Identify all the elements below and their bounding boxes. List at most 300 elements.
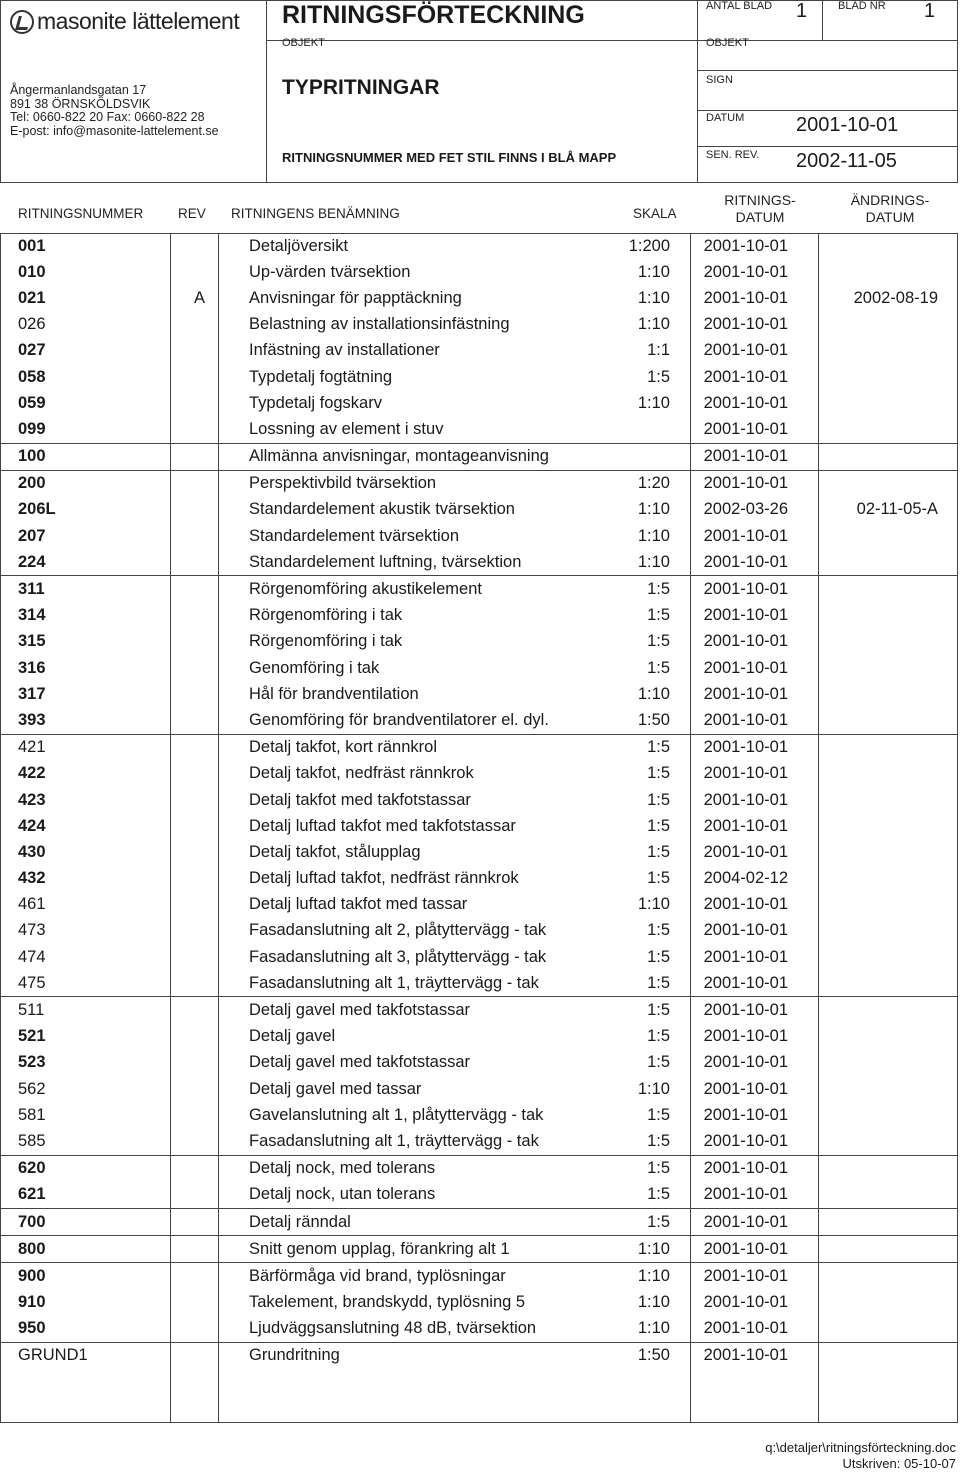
revision	[188, 576, 242, 603]
change-date: 02-11-05-A	[856, 500, 938, 519]
drawing-date: 2001-10-01	[703, 658, 788, 677]
change-date	[798, 629, 958, 655]
drawing-name: Grundritning	[242, 1342, 602, 1369]
scale: 1:5	[647, 1053, 670, 1072]
drawing-name: Detalj luftad takfot, nedfräst rännkrok	[249, 869, 519, 888]
drawing-date: 2001-10-01	[703, 526, 788, 545]
scale: 1:20	[602, 470, 674, 497]
drawing-number: 422	[18, 764, 46, 783]
drawing-number: 423	[18, 790, 46, 809]
revision	[188, 1208, 242, 1235]
scale: 1:10	[637, 393, 670, 412]
change-date	[798, 681, 958, 707]
revision	[188, 734, 242, 761]
change-date	[798, 523, 958, 549]
drawing-name: Genomföring för brandventilatorer el. dyl.	[249, 710, 549, 729]
change-date	[798, 970, 958, 997]
drawing-number: 027	[18, 341, 46, 360]
drawing-number: 315	[18, 632, 46, 651]
revision	[188, 707, 242, 734]
change-date	[798, 866, 958, 892]
drawing-number: 950	[18, 1319, 46, 1338]
table-row	[0, 523, 958, 549]
drawing-date: 2001-10-01	[703, 816, 788, 835]
drawing-number: 511	[0, 997, 188, 1024]
scale: 1:10	[637, 1079, 670, 1098]
scale: 1:5	[647, 367, 670, 386]
table-row	[0, 338, 958, 364]
scale: 1:50	[602, 1342, 674, 1369]
drawing-name: Standardelement luftning, tvärsektion	[249, 552, 522, 571]
drawing-name: Lossning av element i stuv	[249, 419, 444, 438]
footer	[765, 1440, 956, 1472]
table-row	[0, 997, 958, 1024]
revision	[188, 1102, 242, 1128]
drawing-date: 2001-10-01	[703, 947, 788, 966]
footer-printed: Utskriven: 05-10-07	[842, 1456, 956, 1471]
table-row	[0, 312, 958, 338]
change-date	[798, 1342, 958, 1369]
drawing-name: Rörgenomföring akustikelement	[242, 576, 602, 603]
drawing-name: Detalj nock, utan tolerans	[249, 1185, 436, 1204]
change-date	[798, 259, 958, 285]
drawing-date: 2001-10-01	[703, 973, 788, 992]
drawing-name: Detalj takfot, stålupplag	[249, 842, 421, 861]
drawing-date: 2001-10-01	[703, 552, 788, 571]
table-row	[0, 285, 958, 311]
drawing-name: Detalj takfot, nedfräst rännkrok	[249, 764, 474, 783]
table-row	[0, 1024, 958, 1050]
scale: 1:10	[637, 288, 670, 307]
col-header-change-line2: DATUM	[865, 209, 915, 225]
table-row	[0, 390, 958, 416]
scale: 1:10	[602, 1236, 674, 1263]
drawing-number: 475	[18, 973, 46, 992]
table-row	[0, 866, 958, 892]
scale: 1:10	[637, 315, 670, 334]
drawing-name: Up-värden tvärsektion	[249, 262, 411, 281]
scale: 1:5	[647, 869, 670, 888]
drawing-name: Detalj nock, med tolerans	[242, 1155, 602, 1182]
revision	[188, 549, 242, 576]
logo-text: masonite lättelement	[37, 8, 240, 34]
table-row	[0, 655, 958, 681]
drawing-number: 393	[18, 710, 46, 729]
scale: 1:10	[637, 262, 670, 281]
scale: 1:5	[647, 764, 670, 783]
drawing-name: Rörgenomföring i tak	[249, 606, 403, 625]
drawing-date: 2001-10-01	[703, 419, 788, 438]
drawing-date: 2001-10-01	[703, 921, 788, 940]
drawing-number: 523	[18, 1053, 46, 1072]
change-date	[798, 1263, 958, 1290]
scale: 1:10	[637, 1293, 670, 1312]
drawing-date: 2001-10-01	[703, 1293, 788, 1312]
sen-rev-value: 2002-11-05	[796, 150, 897, 172]
header-divider	[266, 0, 267, 183]
drawing-name: Fasadanslutning alt 3, plåtyttervägg - tak	[249, 947, 547, 966]
document-title: RITNINGSFÖRTECKNING	[282, 1, 585, 29]
revision	[188, 364, 242, 390]
header-divider	[697, 146, 958, 147]
scale: 1:5	[602, 1208, 674, 1235]
header-divider	[697, 70, 958, 71]
col-header-change-line1: ÄNDRINGS-	[850, 192, 930, 208]
drawing-name: Belastning av installationsinfästning	[249, 315, 510, 334]
revision	[188, 1236, 242, 1263]
drawing-name: Detalj luftad takfot med takfotstassar	[249, 816, 516, 835]
table-row	[0, 839, 958, 865]
drawing-date: 2001-10-01	[674, 1236, 798, 1263]
change-date	[798, 364, 958, 390]
drawing-number: 910	[18, 1293, 46, 1312]
change-date	[798, 707, 958, 734]
change-date	[798, 470, 958, 497]
drawing-date: 2001-10-01	[674, 997, 798, 1024]
drawing-name: Fasadanslutning alt 1, träyttervägg - tak	[249, 1131, 539, 1150]
datum-value: 2001-10-01	[796, 114, 899, 136]
drawing-name: Detalj gavel med tassar	[249, 1079, 422, 1098]
revision	[188, 944, 242, 970]
scale: 1:5	[602, 1155, 674, 1182]
drawing-name: Anvisningar för papptäckning	[249, 288, 462, 307]
table-row	[0, 1076, 958, 1102]
change-date	[798, 1024, 958, 1050]
blad-nr-value: 1	[924, 0, 936, 22]
drawing-date: 2001-10-01	[703, 341, 788, 360]
scale: 1:10	[637, 895, 670, 914]
scale: 1:5	[647, 606, 670, 625]
change-date	[798, 918, 958, 944]
objekt-label: OBJEKT	[282, 37, 325, 49]
revision	[188, 338, 242, 364]
revision	[188, 813, 242, 839]
table-row	[0, 1316, 958, 1343]
antal-blad-label: ANTAL BLAD	[706, 0, 773, 12]
revision	[188, 497, 242, 523]
drawing-date: 2001-10-01	[703, 1079, 788, 1098]
drawing-number: 430	[18, 842, 46, 861]
table-row	[0, 1050, 958, 1076]
address-line: 891 38 ÖRNSKÖLDSVIK	[10, 96, 151, 111]
drawing-name: Genomföring i tak	[249, 658, 380, 677]
drawing-number: 021	[18, 288, 46, 307]
table-row	[0, 259, 958, 285]
drawing-name: Fasadanslutning alt 2, plåtyttervägg - tak	[249, 921, 547, 940]
drawing-date: 2001-10-01	[674, 1263, 798, 1290]
change-date	[798, 1316, 958, 1343]
change-date	[798, 443, 958, 470]
drawing-name: Typdetalj fogtätning	[249, 367, 393, 386]
objekt2-label: OBJEKT	[706, 37, 749, 49]
drawing-name: Detaljöversikt	[249, 236, 349, 255]
drawing-date: 2001-10-01	[703, 606, 788, 625]
drawing-number: GRUND1	[0, 1342, 188, 1369]
drawing-number: 207	[18, 526, 46, 545]
scale: 1:5	[602, 734, 674, 761]
drawing-number: 432	[18, 869, 46, 888]
table-row	[0, 497, 958, 523]
drawing-name: Standardelement akustik tvärsektion	[249, 500, 515, 519]
header-divider	[266, 40, 958, 41]
drawing-date: 2002-03-26	[703, 500, 788, 519]
objekt-value: TYPRITNINGAR	[282, 76, 440, 99]
change-date	[798, 1102, 958, 1128]
drawing-number: 900	[0, 1263, 188, 1290]
drawing-date: 2004-02-12	[703, 869, 788, 888]
drawing-number: 473	[18, 921, 46, 940]
change-date	[798, 1050, 958, 1076]
table-row	[0, 918, 958, 944]
table-row	[0, 629, 958, 655]
revision	[188, 997, 242, 1024]
change-date	[798, 233, 958, 259]
table-row	[0, 681, 958, 707]
revision	[188, 655, 242, 681]
table-row	[0, 813, 958, 839]
table-row	[0, 1102, 958, 1128]
revision	[188, 681, 242, 707]
table-row	[0, 1290, 958, 1316]
header-divider	[697, 0, 698, 183]
drawing-date: 2001-10-01	[703, 764, 788, 783]
drawing-number: 421	[0, 734, 188, 761]
col-header-name: RITNINGENS BENÄMNING	[231, 206, 400, 221]
scale: 1:10	[637, 552, 670, 571]
scale: 1:5	[602, 997, 674, 1024]
drawing-name: Typdetalj fogskarv	[249, 393, 382, 412]
scale: 1:5	[647, 973, 670, 992]
drawing-date: 2001-10-01	[703, 842, 788, 861]
table-row	[0, 761, 958, 787]
address-line: E-post: info@masonite-lattelement.se	[10, 123, 219, 138]
table-row	[0, 1263, 958, 1290]
revision: A	[194, 288, 206, 307]
table-row	[0, 1342, 958, 1369]
drawing-name: Takelement, brandskydd, typlösning 5	[249, 1293, 526, 1312]
drawing-date: 2001-10-01	[703, 895, 788, 914]
change-date	[798, 997, 958, 1024]
drawing-date: 2001-10-01	[703, 315, 788, 334]
scale: 1:5	[647, 947, 670, 966]
table-row	[0, 576, 958, 603]
drawing-number: 058	[18, 367, 46, 386]
drawing-date: 2001-10-01	[674, 1342, 798, 1369]
drawing-date: 2001-10-01	[703, 288, 788, 307]
drawing-date: 2001-10-01	[703, 1053, 788, 1072]
drawing-number: 700	[0, 1208, 188, 1235]
revision	[188, 523, 242, 549]
revision	[188, 1290, 242, 1316]
drawing-number: 521	[18, 1027, 46, 1046]
change-date	[798, 761, 958, 787]
header-divider	[697, 110, 958, 111]
change-date	[798, 734, 958, 761]
revision	[188, 1182, 242, 1209]
drawing-name: Standardelement tvärsektion	[249, 526, 460, 545]
address-line: Ångermanlandsgatan 17	[10, 83, 147, 97]
change-date	[798, 1208, 958, 1235]
change-date	[798, 338, 958, 364]
table-row	[0, 1128, 958, 1155]
sen-rev-label: SEN. REV.	[706, 149, 760, 161]
table-row	[0, 892, 958, 918]
table-row	[0, 970, 958, 997]
drawing-name: Detalj ränndal	[242, 1208, 602, 1235]
drawing-date: 2001-10-01	[703, 684, 788, 703]
drawing-number: 621	[18, 1185, 46, 1204]
drawing-date: 2001-10-01	[674, 1155, 798, 1182]
drawing-date: 2001-10-01	[703, 632, 788, 651]
drawing-date: 2001-10-01	[674, 443, 798, 470]
drawing-name: Perspektivbild tvärsektion	[242, 470, 602, 497]
revision	[188, 787, 242, 813]
change-date	[798, 312, 958, 338]
drawing-date: 2001-10-01	[703, 1319, 788, 1338]
drawing-number: 001	[18, 236, 46, 255]
scale: 1:5	[647, 1185, 670, 1204]
drawing-date: 2001-10-01	[674, 470, 798, 497]
change-date	[798, 603, 958, 629]
change-date	[798, 1236, 958, 1263]
scale	[602, 443, 674, 470]
change-date	[798, 892, 958, 918]
change-date	[798, 787, 958, 813]
drawing-number: 562	[18, 1079, 46, 1098]
revision	[188, 1024, 242, 1050]
drawing-name: Detalj takfot med takfotstassar	[249, 790, 471, 809]
table-row	[0, 233, 958, 259]
header-divider	[822, 0, 823, 40]
scale: 1:5	[647, 921, 670, 940]
change-date	[798, 1128, 958, 1155]
revision	[188, 312, 242, 338]
scale: 1:50	[637, 710, 670, 729]
table-row	[0, 470, 958, 497]
table-row	[0, 1155, 958, 1182]
masonite-logo-icon	[10, 10, 34, 34]
scale: 1:10	[637, 500, 670, 519]
drawing-number: 800	[0, 1236, 188, 1263]
drawing-date: 2001-10-01	[703, 262, 788, 281]
drawing-name: Infästning av installationer	[249, 341, 440, 360]
table-row	[0, 734, 958, 761]
revision	[188, 603, 242, 629]
drawing-number: 100	[0, 443, 188, 470]
table-row	[0, 364, 958, 390]
drawing-name: Allmänna anvisningar, montageanvisning	[242, 443, 602, 470]
change-date	[798, 1182, 958, 1209]
change-date	[798, 839, 958, 865]
revision	[188, 1050, 242, 1076]
drawing-date: 2001-10-01	[703, 1027, 788, 1046]
drawing-number: 316	[18, 658, 46, 677]
change-date	[798, 1155, 958, 1182]
scale: 1:5	[647, 658, 670, 677]
drawing-number: 200	[0, 470, 188, 497]
scale: 1:10	[637, 1319, 670, 1338]
revision	[188, 629, 242, 655]
revision	[188, 233, 242, 259]
drawing-name: Detalj takfot, kort rännkrol	[242, 734, 602, 761]
change-date	[798, 576, 958, 603]
revision	[188, 390, 242, 416]
col-header-date-line2: DATUM	[735, 209, 785, 225]
revision	[188, 918, 242, 944]
revision	[188, 892, 242, 918]
change-date	[798, 416, 958, 443]
footer-path: q:\detaljer\ritningsförteckning.doc	[765, 1440, 956, 1455]
drawing-number: 224	[18, 552, 46, 571]
drawing-number: 026	[18, 315, 46, 334]
drawing-number: 059	[18, 393, 46, 412]
blad-nr-label: BLAD NR	[838, 0, 886, 12]
scale: 1:10	[637, 684, 670, 703]
change-date	[798, 655, 958, 681]
drawing-date: 2001-10-01	[674, 576, 798, 603]
drawing-number: 474	[18, 947, 46, 966]
revision	[188, 866, 242, 892]
col-header-date	[700, 192, 820, 226]
address-line: Tel: 0660-822 20 Fax: 0660-822 28	[10, 110, 205, 124]
revision	[188, 1128, 242, 1155]
drawing-name: Bärförmåga vid brand, typlösningar	[242, 1263, 602, 1290]
change-date	[798, 1076, 958, 1102]
table-row	[0, 1208, 958, 1235]
revision	[188, 259, 242, 285]
drawing-number: 424	[18, 816, 46, 835]
change-date	[798, 390, 958, 416]
table-row	[0, 416, 958, 443]
table-row	[0, 603, 958, 629]
change-date	[798, 944, 958, 970]
scale: 1:10	[602, 1263, 674, 1290]
table-row	[0, 707, 958, 734]
revision	[188, 1263, 242, 1290]
antal-blad-value: 1	[796, 0, 808, 22]
scale: 1:10	[637, 526, 670, 545]
drawing-number: 206L	[18, 500, 56, 519]
scale: 1:5	[647, 790, 670, 809]
table-row	[0, 1182, 958, 1209]
drawing-date: 2001-10-01	[703, 393, 788, 412]
col-header-rev: REV	[178, 206, 206, 221]
drawing-date: 2001-10-01	[703, 1131, 788, 1150]
drawing-number: 010	[18, 262, 46, 281]
drawing-name: Rörgenomföring i tak	[249, 632, 403, 651]
drawing-number: 585	[18, 1131, 46, 1150]
scale: 1:5	[647, 842, 670, 861]
drawing-name: Detalj gavel med takfotstassar	[249, 1053, 471, 1072]
drawing-date: 2001-10-01	[674, 1208, 798, 1235]
drawing-name: Snitt genom upplag, förankring alt 1	[242, 1236, 602, 1263]
sign-label: SIGN	[706, 74, 733, 86]
drawing-name: Fasadanslutning alt 1, träyttervägg - tak	[249, 973, 539, 992]
drawing-date: 2001-10-01	[703, 1105, 788, 1124]
revision	[188, 1076, 242, 1102]
drawing-date: 2001-10-01	[674, 734, 798, 761]
scale: 1:5	[602, 576, 674, 603]
drawing-name: Detalj luftad takfot med tassar	[249, 895, 468, 914]
change-date	[798, 813, 958, 839]
col-header-date-line1: RITNINGS-	[724, 192, 796, 208]
scale: 1:5	[647, 632, 670, 651]
revision	[188, 470, 242, 497]
drawing-number: 317	[18, 684, 46, 703]
drawing-table	[0, 233, 958, 1369]
table-row	[0, 549, 958, 576]
datum-label: DATUM	[706, 112, 745, 124]
